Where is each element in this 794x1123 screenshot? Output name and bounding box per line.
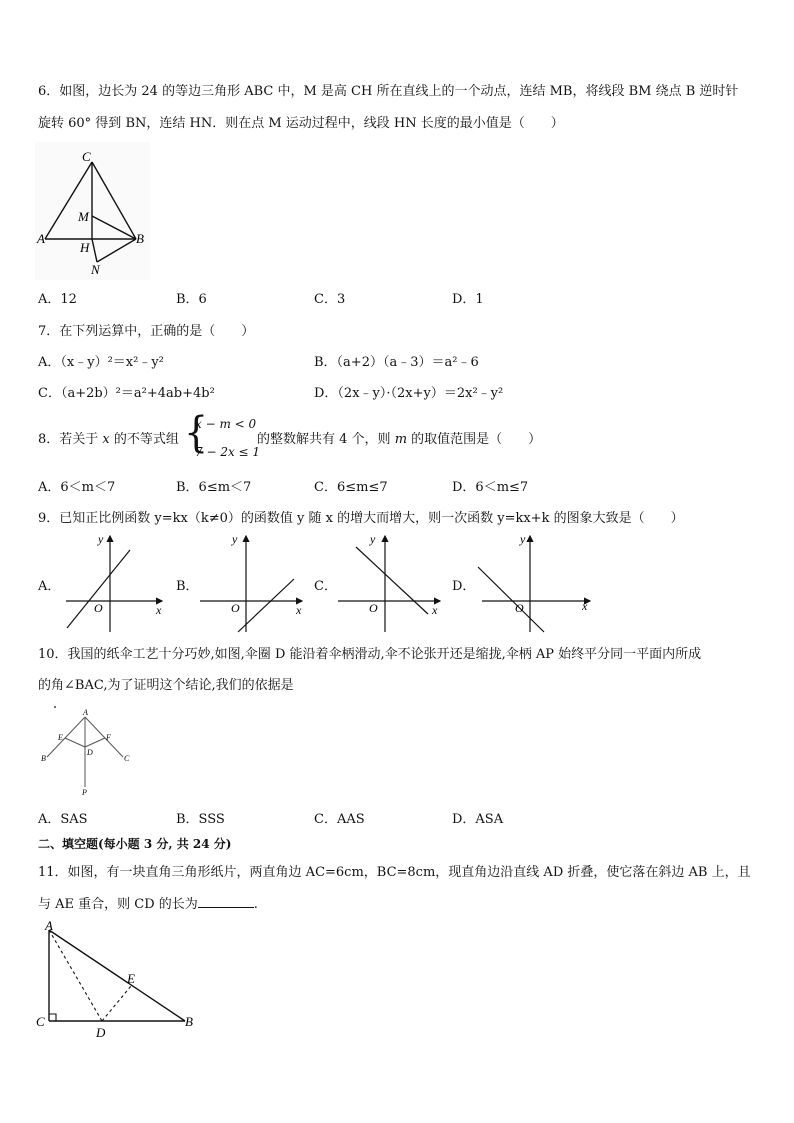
q8-option-d: D．6＜m≤7 [452, 480, 529, 495]
q9-option-b-letter: B． [176, 579, 199, 594]
q11-segment-de [102, 986, 131, 1021]
q11-label-b: B [185, 1014, 193, 1029]
q11-label-e: E [127, 971, 135, 986]
q11-right-triangle-figure [35, 920, 205, 1040]
q7-stem: 7．在下列运算中，正确的是（ ） [38, 324, 255, 339]
q9c-function-line [356, 547, 428, 614]
q11-line2-end: . [253, 897, 258, 912]
q6-stem-line2: 旋转 60° 得到 BN，连结 HN．则在点 M 运动过程中，线段 HN 长度的最小值是（ ） [38, 116, 564, 131]
q10-stem-line1: 10．我国的纸伞工艺十分巧妙,如图,伞圈 D 能沿着伞柄滑动,伞不论张开还是缩拢,伞柄 AP 始终平分同一平面内所成 [38, 647, 702, 662]
section-2-heading: 二、填空题(每小题 3 分, 共 24 分) [38, 837, 232, 851]
q10-label-d: D [87, 748, 93, 757]
q6-label-m: M [78, 209, 89, 224]
q9c-y-label: y [370, 532, 376, 546]
q8-option-a: A．6＜m＜7 [38, 480, 116, 495]
q8-inequality-1: x − m < 0 [195, 417, 257, 431]
q8-var-m: m [394, 432, 408, 447]
q10-umbrella-figure [35, 703, 145, 795]
q8-option-c: C．6≤m≤7 [314, 480, 388, 495]
q11-hypotenuse-ab [49, 930, 185, 1021]
q8-suffix-text: 的整数解共有 4 个，则 [257, 432, 391, 447]
q9d-x-label: x [582, 599, 588, 613]
q11-answer-blank[interactable] [198, 897, 254, 908]
q11-stem-line1: 11．如图，有一块直角三角形纸片，两直角边 AC=6cm，BC=8cm，现直角边沿直线 AD 折叠，使它落在斜边 AB 上，且 [38, 865, 751, 880]
q9-graph-a [58, 530, 178, 636]
q6-stem-line1: 6．如图，边长为 24 的等边三角形 ABC 中，M 是高 CH 所在直线上的一个动点，连结 MB，将线段 BM 绕点 B 逆时针 [38, 84, 739, 99]
q6-label-n: N [91, 262, 100, 277]
q8-inequality-2: 7 − 2x ≤ 1 [195, 445, 261, 459]
q7-option-c: C．（a+2b）²＝a²+4ab+4b² [38, 386, 215, 401]
q7-option-a: A．（x﹣y）²＝x²﹣y² [38, 355, 164, 370]
q9b-origin-label: O [231, 601, 240, 615]
q6-label-c: C [82, 149, 91, 164]
q6-option-d: D．1 [452, 292, 484, 307]
q9d-origin-label: O [515, 601, 524, 615]
q9-graph-d [472, 530, 596, 636]
q9b-y-label: y [232, 532, 238, 546]
q11-label-d: D [96, 1025, 106, 1040]
q8-system-brace: { [184, 407, 209, 457]
q9-graph-b [196, 530, 316, 636]
q10-label-f: F [106, 733, 111, 742]
q10-label-e: E [58, 733, 63, 742]
q10-strut-ed [65, 738, 85, 747]
q10-option-c: C．AAS [314, 812, 365, 827]
q9-stem: 9．已知正比例函数 y=kx（k≠0）的函数值 y 随 x 的增大而增大，则一次函数 y=kx+k 的图象大致是（ ） [38, 511, 684, 526]
q10-label-p: P [82, 788, 87, 795]
q10-stem-line2: 的角∠BAC,为了证明这个结论,我们的依据是 [38, 678, 294, 693]
q8-option-b: B．6≤m＜7 [176, 480, 252, 495]
q8-suffix2-text: 的取值范围是（ ） [411, 432, 542, 447]
q10-option-b: B．SSS [176, 812, 225, 827]
q8-var-x: x [102, 432, 110, 447]
q10-label-c: C [124, 754, 130, 763]
q9a-function-line [67, 550, 130, 628]
q9b-x-label: x [296, 603, 302, 617]
q8-mid-text: 的不等式组 [113, 432, 179, 447]
q7-option-b: B．（a+2）（a﹣3）＝a²﹣6 [314, 355, 479, 370]
q9a-y-label: y [98, 532, 104, 546]
q8-stem-suffix [257, 433, 541, 446]
q6-triangle-figure [35, 142, 150, 282]
q9c-origin-label: O [369, 601, 378, 615]
q11-label-a: A [45, 920, 53, 933]
q10-strut-fd [85, 738, 105, 747]
q11-right-angle-mark [49, 1014, 56, 1021]
q10-stray-dot [54, 706, 56, 708]
q6-label-b: B [136, 231, 144, 246]
q6-option-b: B．6 [176, 292, 207, 307]
q8-prefix-text: 8．若关于 [38, 432, 99, 447]
q9-option-d-letter: D． [452, 579, 476, 594]
q9c-x-label: x [432, 603, 438, 617]
q9-option-a-letter: A． [38, 579, 61, 594]
q6-option-a: A．12 [38, 292, 77, 307]
q10-option-a: A．SAS [38, 812, 88, 827]
q11-stem-line2 [38, 897, 258, 911]
q10-label-a: A [83, 708, 88, 717]
q7-option-d: D．（2x﹣y）·（2x+y）＝2x²﹣y² [314, 386, 504, 401]
q10-label-b: B [41, 754, 46, 763]
q9-graph-c [334, 530, 454, 636]
q8-stem-prefix [38, 433, 179, 446]
q9d-function-line [478, 567, 544, 632]
q11-line2-text: 与 AE 重合，则 CD 的长为 [38, 897, 198, 912]
q11-label-c: C [36, 1014, 45, 1029]
q10-rib-ab [47, 717, 85, 757]
q9a-origin-label: O [94, 601, 103, 615]
q11-fold-line-ad [49, 930, 102, 1021]
q9-option-c-letter: C． [314, 579, 337, 594]
q9a-x-label: x [156, 603, 162, 617]
q6-label-a: A [37, 231, 45, 246]
q10-option-d: D．ASA [452, 812, 504, 827]
q6-label-h: H [80, 240, 90, 255]
q6-option-c: C．3 [314, 292, 346, 307]
q9d-y-label: y [520, 532, 526, 546]
